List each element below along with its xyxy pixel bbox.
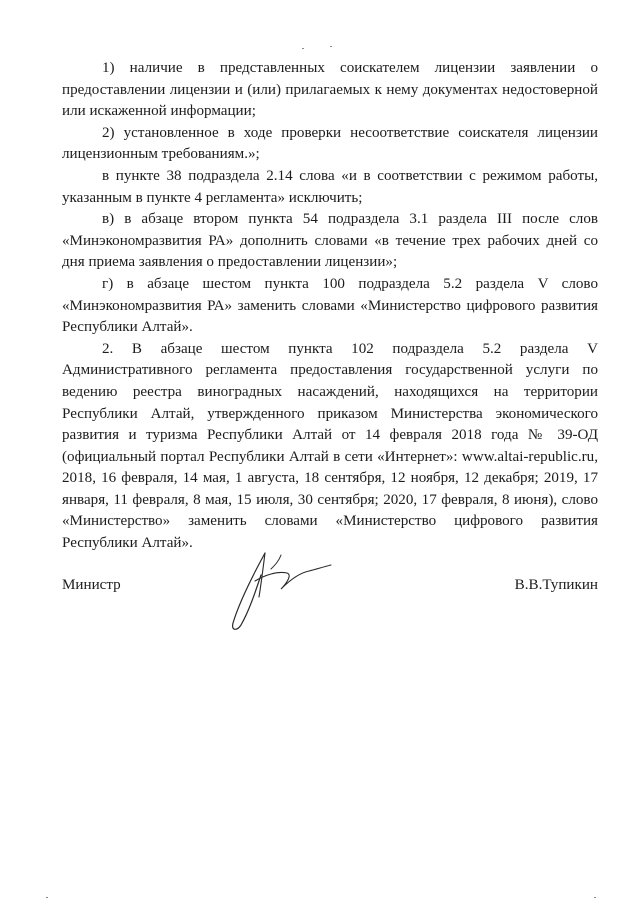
scan-speck	[330, 46, 332, 47]
paragraph-subitem-v: в) в абзаце втором пункта 54 подраздела 3.1 раздела III после слов «Минэкономразвития РА» дополнить словами «в течение трех рабочих дней со дня приема заявления о предоставлении лицензии»;	[62, 211, 598, 271]
paragraph-subitem-g: г) в абзаце шестом пункта 100 подраздела 5.2 раздела V слово «Минэкономразвития РА» заменить словами «Министерство цифрового развития Республики Алтай».	[62, 275, 598, 336]
handwritten-signature	[225, 545, 335, 635]
signatory-title: Министр	[62, 577, 121, 593]
scan-speck	[594, 897, 596, 898]
scan-speck	[302, 48, 304, 49]
paragraph-point-38: в пункте 38 подраздела 2.14 слова «и в соответствии с режимом работы, указанным в пункте 4 регламента» исключить;	[62, 167, 598, 206]
paragraph-item-2-regulation: 2. В абзаце шестом пункта 102 подраздела 5.2 раздела V Административного регламента предоставления государственной услуги по ведению реестра виноградных насаждений, находящихся на территории Республики Алтай, утвержденного приказом Министерства экономического развития и туризма Республики Алтай от 14 февраля 2018 года № 39-ОД (официальный портал Республики Алтай в сети «Интернет»: www.altai-republic.ru, 2018, 16 февраля, 14 мая, 1 августа, 18 сентября, 12 ноября, 12 декабря; 2019, 17 января, 11 февраля, 8 мая, 15 июля, 30 сентября; 2020, 17 февраля, 8 июня), слово «Министерство» заменить словами «Министерство цифрового развития Республики Алтай».	[62, 340, 598, 552]
document-body	[62, 58, 598, 555]
scan-speck	[46, 897, 48, 898]
paragraph-item-1: 1) наличие в представленных соискателем лицензии заявлении о предоставлении лицензии и (или) прилагаемых к нему документах недостоверной или искаженной информации;	[62, 60, 598, 120]
paragraph-item-2: 2) установленное в ходе проверки несоответствие соискателя лицензии лицензионным требованиям.»;	[62, 124, 598, 163]
signatory-name: В.В.Тупикин	[514, 577, 598, 593]
